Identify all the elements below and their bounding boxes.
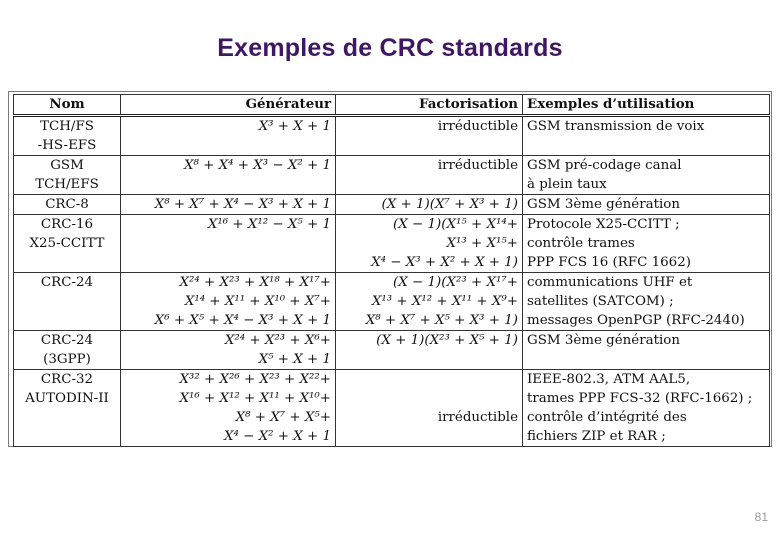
cell-generator [121,116,336,156]
table-row [14,215,770,273]
name-line: CRC-24 [40,333,94,348]
cell-factorisation [336,331,523,370]
factorisation-line: X⁸ + X⁷ + X⁵ + X³ + 1) [365,313,518,328]
factorisation-line: irréductible [437,119,518,134]
cell-generator [121,195,336,215]
table-row [14,331,770,370]
cell-factorisation [336,215,523,273]
cell-generator [121,331,336,370]
generator-line: X¹⁴ + X¹¹ + X¹⁰ + X⁷+ [184,294,331,309]
cell-generator [121,215,336,273]
cell-factorisation [336,116,523,156]
cell-factorisation [336,370,523,447]
cell-name [14,331,121,370]
header-factorisation: Factorisation [336,95,523,116]
factorisation-line: (X − 1)(X¹⁵ + X¹⁴+ [393,217,518,232]
table-row [14,156,770,195]
name-line: TCH/FS [40,119,94,134]
usage-line: messages OpenPGP (RFC-2440) [527,313,745,328]
name-line: GSM [50,158,84,173]
cell-name [14,156,121,195]
factorisation-line: X¹³ + X¹² + X¹¹ + X⁹+ [371,294,518,309]
generator-line: X³² + X²⁶ + X²³ + X²²+ [179,372,331,387]
table-row [14,116,770,156]
name-line: CRC-16 [40,217,94,232]
table-row [14,195,770,215]
generator-line: X²⁴ + X²³ + X⁶+ [224,333,331,348]
cell-name [14,370,121,447]
factorisation-line: X¹³ + X¹⁵+ [446,236,518,251]
generator-line: X⁸ + X⁴ + X³ − X² + 1 [183,158,331,173]
factorisation-line: irréductible [437,410,518,425]
factorisation-line: (X + 1)(X⁷ + X³ + 1) [381,197,518,212]
name-line: (3GPP) [43,352,91,367]
table-header-row [14,95,770,116]
factorisation-line: X⁴ − X³ + X² + X + 1) [371,255,518,270]
cell-usage [523,370,770,447]
generator-line: X⁸ + X⁷ + X⁵+ [235,410,331,425]
usage-line: Protocole X25-CCITT ; [527,217,680,232]
header-nom: Nom [14,95,121,116]
usage-line: GSM pré-codage canal [527,158,682,173]
usage-line: satellites (SATCOM) ; [527,294,674,309]
usage-line: GSM 3ème génération [527,197,680,212]
cell-usage [523,116,770,156]
cell-name [14,195,121,215]
table-row [14,273,770,331]
name-line: CRC-8 [45,197,89,212]
cell-usage [523,156,770,195]
header-generateur: Générateur [121,95,336,116]
cell-factorisation [336,195,523,215]
generator-line: X³ + X + 1 [258,119,331,134]
generator-line: X¹⁶ + X¹² − X⁵ + 1 [207,217,331,232]
generator-line: X⁵ + X + 1 [258,352,331,367]
usage-line: trames PPP FCS-32 (RFC-1662) ; [527,391,753,406]
cell-generator [121,370,336,447]
table-row [14,370,770,447]
usage-line: GSM 3ème génération [527,333,680,348]
usage-line: communications UHF et [527,275,693,290]
factorisation-line: (X − 1)(X²³ + X¹⁷+ [393,275,518,290]
slide-title: Exemples de CRC standards [217,34,563,62]
usage-line: fichiers ZIP et RAR ; [527,429,666,444]
cell-name [14,116,121,156]
header-exemples: Exemples d’utilisation [523,95,770,116]
name-line: -HS-EFS [37,138,97,153]
usage-line: IEEE-802.3, ATM AAL5, [527,372,691,387]
usage-line: GSM transmission de voix [527,119,705,134]
cell-usage [523,331,770,370]
cell-factorisation [336,273,523,331]
cell-usage [523,215,770,273]
generator-line: X⁶ + X⁵ + X⁴ − X³ + X + 1 [154,313,331,328]
cell-generator [121,273,336,331]
cell-name [14,273,121,331]
usage-line: à plein taux [527,177,607,192]
factorisation-line: (X + 1)(X²³ + X⁵ + 1) [376,333,518,348]
name-line: X25-CCITT [29,236,105,251]
page-number: 81 [754,510,768,524]
generator-line: X¹⁶ + X¹² + X¹¹ + X¹⁰+ [179,391,331,406]
cell-usage [523,195,770,215]
name-line: CRC-24 [40,275,94,290]
name-line: AUTODIN-II [25,391,109,406]
usage-line: contrôle d’intégrité des [527,410,687,425]
cell-factorisation [336,156,523,195]
generator-line: X⁸ + X⁷ + X⁴ − X³ + X + 1 [154,197,331,212]
generator-line: X⁴ − X² + X + 1 [223,429,331,444]
generator-line: X²⁴ + X²³ + X¹⁸ + X¹⁷+ [179,275,331,290]
spacer [340,370,518,408]
name-line: TCH/EFS [35,177,99,192]
cell-generator [121,156,336,195]
cell-name [14,215,121,273]
name-line: CRC-32 [40,372,94,387]
crc-table [13,94,770,447]
usage-line: PPP FCS 16 (RFC 1662) [527,255,691,270]
factorisation-line: irréductible [437,158,518,173]
usage-line: contrôle trames [527,236,635,251]
cell-usage [523,273,770,331]
